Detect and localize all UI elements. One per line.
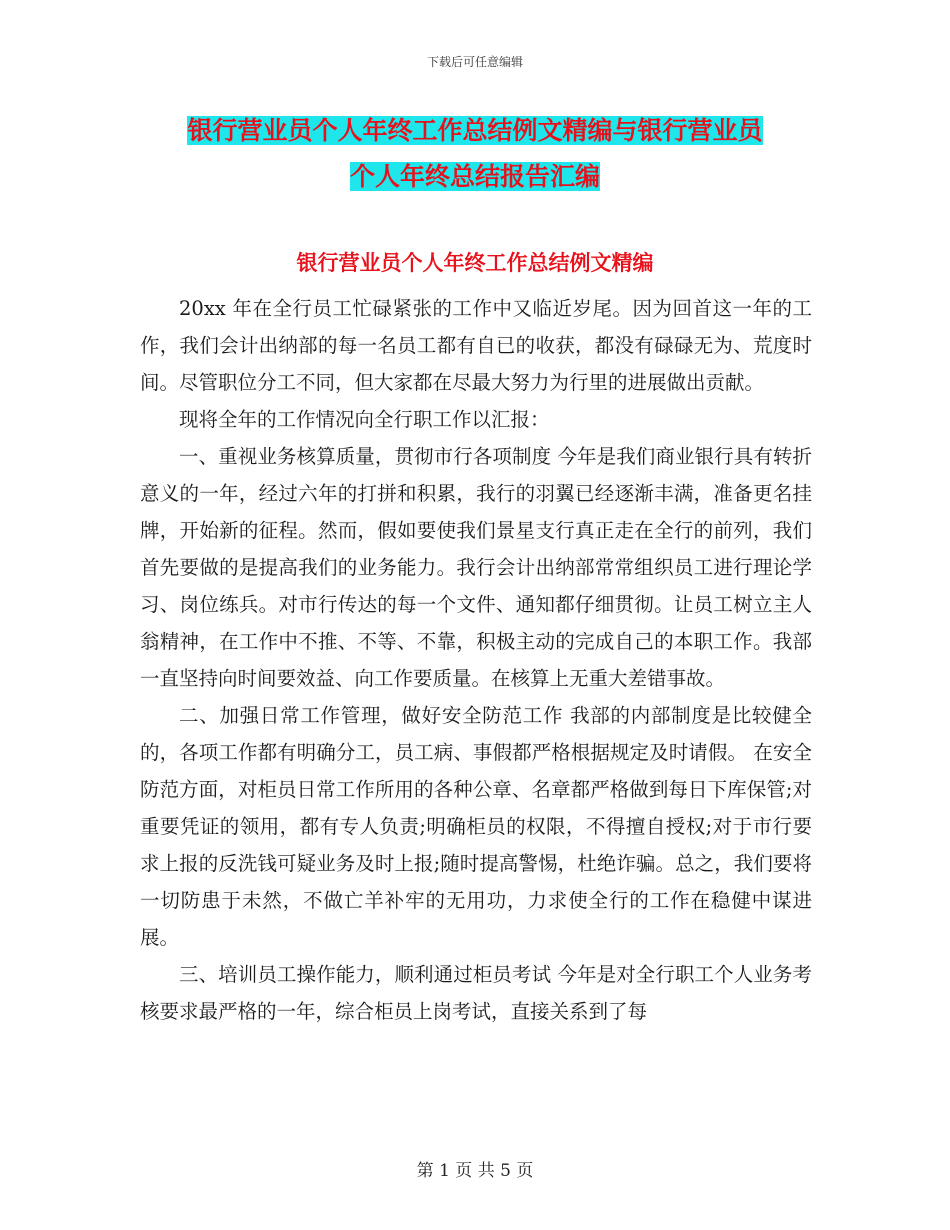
title-line-2: 个人年终总结报告汇编 [349,162,600,191]
body-text [140,290,812,1030]
document-title [140,108,810,200]
paragraph: 三、培训员工操作能力，顺利通过柜员考试 今年是对全行职工个人业务考核要求最严格的一年，综合柜员上岗考试，直接关系到了每 [140,963,812,1023]
title-line-1: 银行营业员个人年终工作总结例文精编与银行营业员 [187,116,763,145]
paragraph: 一、重视业务核算质量，贯彻市行各项制度 今年是我们商业银行具有转折意义的一年，经过六年的打拼和积累，我行的羽翼已经逐渐丰满，准备更名挂牌，开始新的征程。然而，假如要使我们景星支行真正走在全行的前列，我们首先要做的是提高我们的业务能力。我行会计出纳部常常组织员工进行理论学习、岗位练兵。对市行传达的每一个文件、通知都仔细贯彻。让员工树立主人翁精神，在工作中不推、不等、不靠，积极主动的完成自己的本职工作。我部一直坚持向时间要效益、向工作要质量。在核算上无重大差错事故。 [140,445,812,690]
page-number: 第 1 页 共 5 页 [416,1161,534,1181]
paragraph: 二、加强日常工作管理，做好安全防范工作 我部的内部制度是比较健全的，各项工作都有明确分工，员工病、事假都严格根据规定及时请假。 在安全防范方面，对柜员日常工作所用的各种公章、名章都严格做到每日下库保管;对重要凭证的领用，都有专人负责;明确柜员的权限，不得擅自授权;对于市行要求上报的反洗钱可疑业务及时上报;随时提高警惕，杜绝诈骗。总之，我们要将一切防患于未然，不做亡羊补牢的无用功，力求使全行的工作在稳健中谋进展。 [140,704,812,949]
paragraph: 现将全年的工作情况向全行职工作以汇报： [179,408,550,431]
header-note: 下载后可任意编辑 [426,55,523,69]
section-title: 银行营业员个人年终工作总结例文精编 [296,250,654,275]
paragraph: 20xx 年在全行员工忙碌紧张的工作中又临近岁尾。因为回首这一年的工作，我们会计出纳部的每一名员工都有自已的收获，都没有碌碌无为、荒度时间。尽管职位分工不同，但大家都在尽最大努力为行里的进展做出贡献。 [140,297,812,394]
